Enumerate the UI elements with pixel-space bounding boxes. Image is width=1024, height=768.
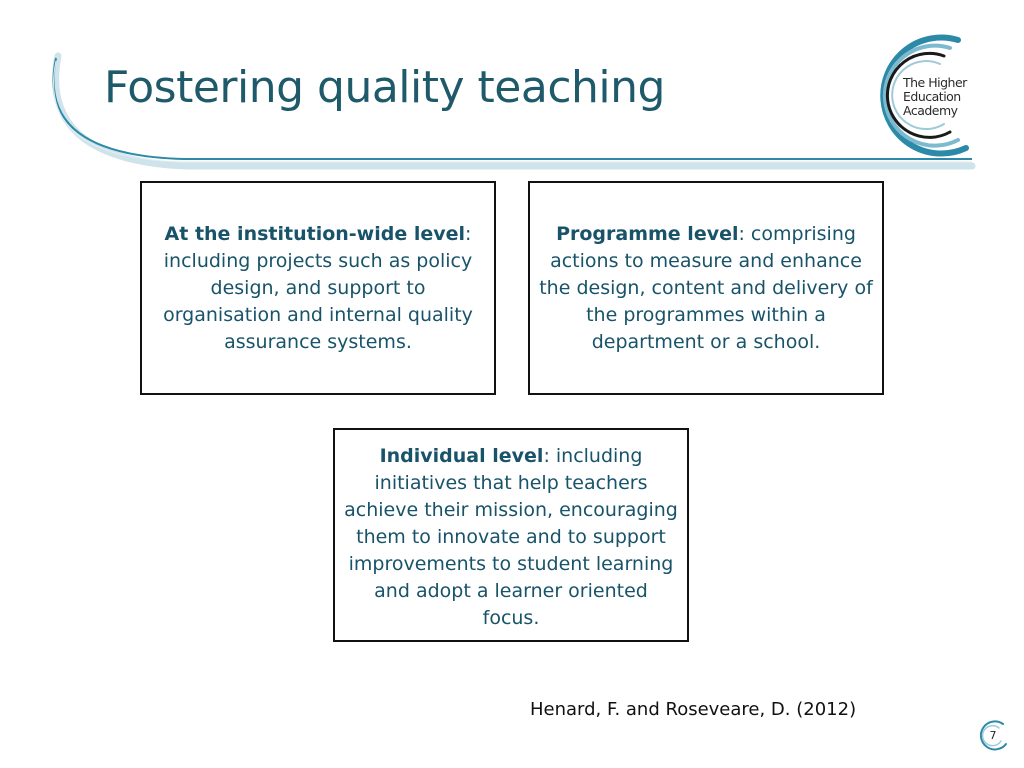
- box-heading: Programme level: [556, 223, 739, 245]
- box-text: : including initiatives that help teachers achieve their mission, encouraging them to innovate and to support improvements to student learning and adopt a learner oriented focus.: [344, 445, 678, 629]
- logo-line-2: Education: [903, 89, 961, 104]
- programme-level-box: [528, 181, 884, 395]
- institution-level-box: [140, 181, 496, 395]
- logo-line-1: The Higher: [903, 75, 967, 90]
- box-heading: Individual level: [379, 445, 544, 467]
- box-heading: At the institution-wide level: [164, 223, 466, 245]
- page-number: 7: [989, 729, 997, 742]
- individual-level-box: [333, 428, 689, 642]
- citation: Henard, F. and Roseveare, D. (2012): [530, 699, 857, 720]
- box-text: : comprising actions to measure and enhance the design, content and delivery of the programmes within a department or a school.: [539, 223, 873, 353]
- slide-title: Fostering quality teaching: [104, 62, 665, 113]
- academy-logo-text: [903, 76, 983, 118]
- box-text: : including projects such as policy design, and support to organisation and internal quality assurance systems.: [163, 223, 473, 353]
- logo-line-3: Academy: [903, 103, 958, 118]
